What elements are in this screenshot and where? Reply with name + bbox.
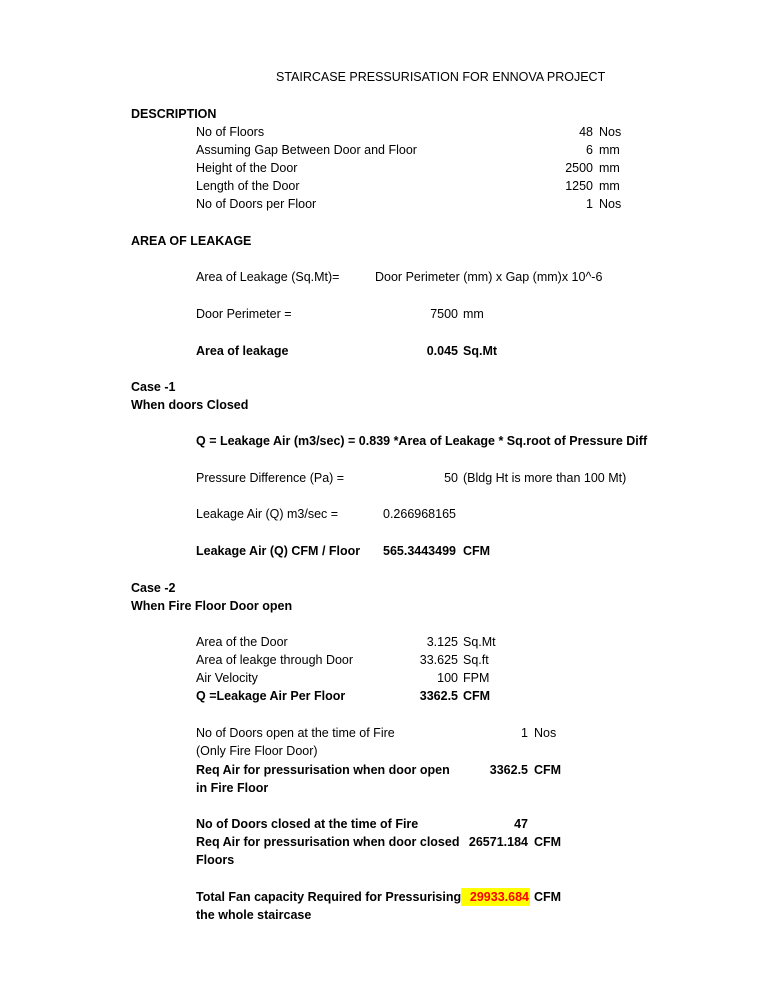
area-value: 0.045 xyxy=(426,344,458,358)
pressure-value: 50 xyxy=(444,471,458,485)
case1-formula: Q = Leakage Air (m3/sec) = 0.839 *Area of Leakage * Sq.root of Pressure Diff xyxy=(196,434,648,448)
req-open-label-2: in Fire Floor xyxy=(196,781,269,795)
desc-unit: mm xyxy=(599,143,620,157)
desc-value: 2500 xyxy=(565,161,593,175)
area-unit: Sq.Mt xyxy=(463,344,498,358)
perimeter-label: Door Perimeter = xyxy=(196,307,292,321)
desc-label: No of Floors xyxy=(196,125,265,139)
pressure-label: Pressure Difference (Pa) = xyxy=(196,471,345,485)
open-doors-unit: Nos xyxy=(534,726,557,740)
desc-label: Length of the Door xyxy=(196,179,300,193)
case1-heading: Case -1 xyxy=(131,380,176,394)
req-open-value: 3362.5 xyxy=(489,763,528,777)
case2-label: Area of leakge through Door xyxy=(196,653,354,667)
pressure-note: (Bldg Ht is more than 100 Mt) xyxy=(463,471,627,485)
total-label-2: the whole staircase xyxy=(196,908,312,922)
leak-m3-label: Leakage Air (Q) m3/sec = xyxy=(196,507,339,521)
case2-value: 33.625 xyxy=(419,653,458,667)
desc-value: 1 xyxy=(586,197,593,211)
desc-label: Height of the Door xyxy=(196,161,298,175)
case2-heading: Case -2 xyxy=(131,581,176,595)
leak-cfm-value: 565.3443499 xyxy=(383,544,456,558)
open-doors-label: No of Doors open at the time of Fire xyxy=(196,726,395,740)
req-open-unit: CFM xyxy=(534,763,562,777)
desc-unit: mm xyxy=(599,179,620,193)
case2-label: Air Velocity xyxy=(196,671,258,685)
total-unit: CFM xyxy=(534,890,562,904)
closed-doors-value: 47 xyxy=(514,817,528,831)
req-closed-label: Req Air for pressurisation when door closed xyxy=(196,835,460,849)
desc-unit: mm xyxy=(599,161,620,175)
req-open-label: Req Air for pressurisation when door open xyxy=(196,763,450,777)
desc-label: No of Doors per Floor xyxy=(196,197,317,211)
case2-value: 100 xyxy=(437,671,458,685)
desc-unit: Nos xyxy=(599,125,622,139)
req-closed-unit: CFM xyxy=(534,835,562,849)
leakage-formula-label: Area of Leakage (Sq.Mt)= xyxy=(196,270,340,284)
area-label: Area of leakage xyxy=(196,344,289,358)
case2-value: 3362.5 xyxy=(419,689,458,703)
case2-unit: CFM xyxy=(463,689,491,703)
closed-doors-label: No of Doors closed at the time of Fire xyxy=(196,817,419,831)
total-value: 29933.684 xyxy=(469,890,529,904)
total-label: Total Fan capacity Required for Pressurising xyxy=(196,890,462,904)
open-doors-note: (Only Fire Floor Door) xyxy=(196,744,318,758)
perimeter-value: 7500 xyxy=(430,307,458,321)
case2-unit: Sq.ft xyxy=(463,653,489,667)
case2-value: 3.125 xyxy=(426,635,458,649)
desc-value: 6 xyxy=(586,143,593,157)
case2-label: Q =Leakage Air Per Floor xyxy=(196,689,346,703)
req-closed-label-2: Floors xyxy=(196,853,235,867)
desc-value: 48 xyxy=(579,125,593,139)
leakage-formula: Door Perimeter (mm) x Gap (mm)x 10^-6 xyxy=(375,270,603,284)
case2-unit: FPM xyxy=(463,671,490,685)
page-title: STAIRCASE PRESSURISATION FOR ENNOVA PROJECT xyxy=(276,70,606,84)
leak-m3-value: 0.266968165 xyxy=(383,507,456,521)
desc-value: 1250 xyxy=(565,179,593,193)
perimeter-unit: mm xyxy=(463,307,484,321)
req-closed-value: 26571.184 xyxy=(468,835,528,849)
desc-label: Assuming Gap Between Door and Floor xyxy=(196,143,417,157)
leak-cfm-label: Leakage Air (Q) CFM / Floor xyxy=(196,544,361,558)
leak-cfm-unit: CFM xyxy=(463,544,491,558)
leakage-heading: AREA OF LEAKAGE xyxy=(131,234,252,248)
case1-subheading: When doors Closed xyxy=(131,398,249,412)
case2-unit: Sq.Mt xyxy=(463,635,496,649)
case2-label: Area of the Door xyxy=(196,635,288,649)
open-doors-value: 1 xyxy=(521,726,528,740)
case2-subheading: When Fire Floor Door open xyxy=(131,599,293,613)
total-value-highlight xyxy=(461,888,530,906)
desc-unit: Nos xyxy=(599,197,622,211)
description-heading: DESCRIPTION xyxy=(131,107,217,121)
